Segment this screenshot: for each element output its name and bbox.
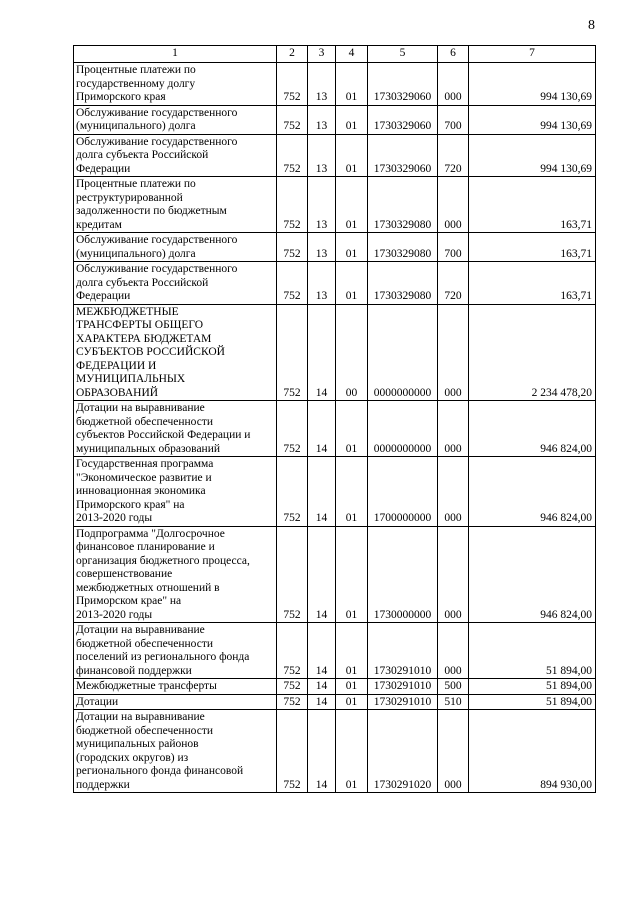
amount: 894 930,00 [469, 710, 596, 793]
amount: 994 130,69 [469, 105, 596, 134]
amount: 994 130,69 [469, 134, 596, 177]
amount: 51 894,00 [469, 623, 596, 679]
page-number: 8 [588, 18, 595, 33]
expense-type-code: 000 [438, 526, 469, 623]
ministry-code: 752 [277, 105, 308, 134]
column-header: 6 [438, 46, 469, 63]
table-row [74, 304, 596, 401]
target-code: 1730291010 [368, 679, 438, 695]
table-row [74, 526, 596, 623]
subsection-code: 01 [336, 679, 368, 695]
target-code: 1730329060 [368, 63, 438, 106]
amount: 2 234 478,20 [469, 304, 596, 401]
expense-type-code: 500 [438, 679, 469, 695]
row-name: Процентные платежи по государственному долгу Приморского края [74, 63, 277, 106]
expense-type-code: 510 [438, 694, 469, 710]
subsection-code: 01 [336, 694, 368, 710]
section-code: 14 [308, 679, 336, 695]
table-row [74, 134, 596, 177]
ministry-code: 752 [277, 526, 308, 623]
expense-type-code: 000 [438, 177, 469, 233]
budget-table [73, 45, 596, 793]
ministry-code: 752 [277, 134, 308, 177]
expense-type-code: 000 [438, 457, 469, 527]
row-name: Обслуживание государственного долга субъекта Российской Федерации [74, 134, 277, 177]
ministry-code: 752 [277, 679, 308, 695]
target-code: 1730291020 [368, 710, 438, 793]
section-code: 13 [308, 105, 336, 134]
section-code: 13 [308, 134, 336, 177]
table-row [74, 177, 596, 233]
ministry-code: 752 [277, 233, 308, 262]
target-code: 1730291010 [368, 694, 438, 710]
section-code: 14 [308, 457, 336, 527]
expense-type-code: 700 [438, 105, 469, 134]
section-code: 14 [308, 623, 336, 679]
subsection-code: 01 [336, 457, 368, 527]
target-code: 0000000000 [368, 401, 438, 457]
amount: 946 824,00 [469, 401, 596, 457]
subsection-code: 01 [336, 623, 368, 679]
target-code: 1730329060 [368, 105, 438, 134]
subsection-code: 01 [336, 105, 368, 134]
row-name: МЕЖБЮДЖЕТНЫЕ ТРАНСФЕРТЫ ОБЩЕГО ХАРАКТЕРА БЮДЖЕТАМ СУБЪЕКТОВ РОССИЙСКОЙ ФЕДЕРАЦИИ И МУНИЦИПАЛЬНЫХ ОБРАЗОВАНИЙ [74, 304, 277, 401]
row-name: Межбюджетные трансферты [74, 679, 277, 695]
row-name: Подпрограмма "Долгосрочное финансовое планирование и организация бюджетного процесса, совершенствование межбюджетных отношений в Приморском крае" на 2013-2020 годы [74, 526, 277, 623]
section-code: 13 [308, 233, 336, 262]
ministry-code: 752 [277, 177, 308, 233]
subsection-code: 00 [336, 304, 368, 401]
table-row [74, 679, 596, 695]
subsection-code: 01 [336, 134, 368, 177]
expense-type-code: 000 [438, 304, 469, 401]
section-code: 13 [308, 63, 336, 106]
amount: 946 824,00 [469, 526, 596, 623]
amount: 163,71 [469, 177, 596, 233]
column-header: 5 [368, 46, 438, 63]
subsection-code: 01 [336, 526, 368, 623]
table-row [74, 233, 596, 262]
expense-type-code: 000 [438, 710, 469, 793]
subsection-code: 01 [336, 710, 368, 793]
expense-type-code: 000 [438, 401, 469, 457]
row-name: Обслуживание государственного (муниципального) долга [74, 105, 277, 134]
expense-type-code: 720 [438, 134, 469, 177]
table-row [74, 105, 596, 134]
subsection-code: 01 [336, 262, 368, 305]
subsection-code: 01 [336, 401, 368, 457]
ministry-code: 752 [277, 623, 308, 679]
row-name: Государственная программа "Экономическое развитие и инновационная экономика Приморского края" на 2013-2020 годы [74, 457, 277, 527]
section-code: 14 [308, 401, 336, 457]
column-header: 4 [336, 46, 368, 63]
table-row [74, 694, 596, 710]
expense-type-code: 000 [438, 63, 469, 106]
ministry-code: 752 [277, 401, 308, 457]
expense-type-code: 000 [438, 623, 469, 679]
header-row [74, 46, 596, 63]
amount: 946 824,00 [469, 457, 596, 527]
ministry-code: 752 [277, 710, 308, 793]
column-header: 3 [308, 46, 336, 63]
row-name: Обслуживание государственного долга субъекта Российской Федерации [74, 262, 277, 305]
target-code: 0000000000 [368, 304, 438, 401]
target-code: 1730291010 [368, 623, 438, 679]
ministry-code: 752 [277, 262, 308, 305]
section-code: 13 [308, 177, 336, 233]
column-header: 2 [277, 46, 308, 63]
subsection-code: 01 [336, 63, 368, 106]
target-code: 1730329060 [368, 134, 438, 177]
target-code: 1700000000 [368, 457, 438, 527]
amount: 163,71 [469, 262, 596, 305]
ministry-code: 752 [277, 304, 308, 401]
target-code: 1730329080 [368, 177, 438, 233]
table-row [74, 710, 596, 793]
amount: 51 894,00 [469, 694, 596, 710]
amount: 163,71 [469, 233, 596, 262]
column-header: 7 [469, 46, 596, 63]
ministry-code: 752 [277, 457, 308, 527]
ministry-code: 752 [277, 694, 308, 710]
section-code: 14 [308, 710, 336, 793]
row-name: Обслуживание государственного (муниципального) долга [74, 233, 277, 262]
subsection-code: 01 [336, 233, 368, 262]
table-row [74, 262, 596, 305]
section-code: 14 [308, 526, 336, 623]
row-name: Дотации [74, 694, 277, 710]
expense-type-code: 720 [438, 262, 469, 305]
target-code: 1730329080 [368, 262, 438, 305]
ministry-code: 752 [277, 63, 308, 106]
table-row [74, 457, 596, 527]
amount: 51 894,00 [469, 679, 596, 695]
section-code: 13 [308, 262, 336, 305]
row-name: Дотации на выравнивание бюджетной обеспеченности поселений из регионального фонда финансовой поддержки [74, 623, 277, 679]
column-header: 1 [74, 46, 277, 63]
row-name: Дотации на выравнивание бюджетной обеспеченности субъектов Российской Федерации и муниципальных образований [74, 401, 277, 457]
row-name: Процентные платежи по реструктурированной задолженности по бюджетным кредитам [74, 177, 277, 233]
table-row [74, 401, 596, 457]
subsection-code: 01 [336, 177, 368, 233]
section-code: 14 [308, 304, 336, 401]
row-name: Дотации на выравнивание бюджетной обеспеченности муниципальных районов (городских округов) из регионального фонда финансовой поддержки [74, 710, 277, 793]
amount: 994 130,69 [469, 63, 596, 106]
target-code: 1730329080 [368, 233, 438, 262]
target-code: 1730000000 [368, 526, 438, 623]
table-row [74, 623, 596, 679]
expense-type-code: 700 [438, 233, 469, 262]
table-row [74, 63, 596, 106]
section-code: 14 [308, 694, 336, 710]
